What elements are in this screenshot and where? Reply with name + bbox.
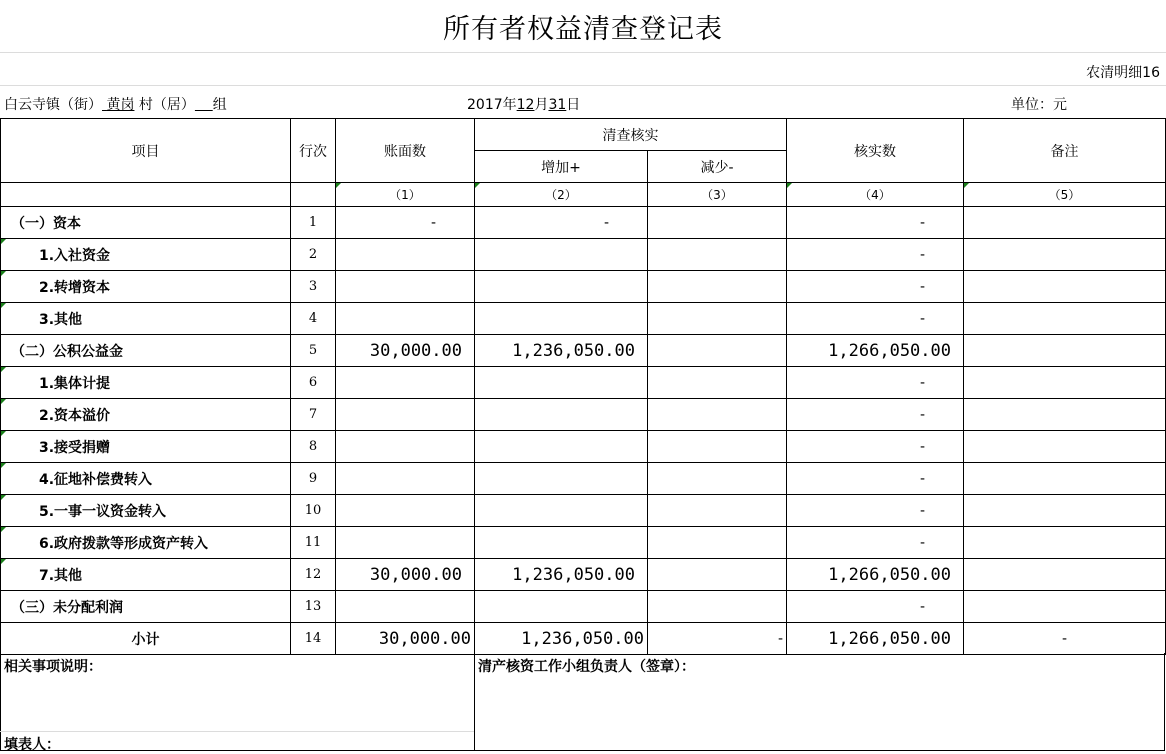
index-row [1, 183, 1166, 207]
book-value [336, 591, 475, 623]
row-number: 11 [291, 527, 336, 559]
book-value: 30,000.00 [336, 335, 475, 367]
book-value: 30,000.00 [336, 559, 475, 591]
note-value [964, 591, 1166, 623]
page-title: 所有者权益清查登记表 [443, 13, 723, 45]
item-label: 1.入社资金 [1, 239, 291, 271]
header-decrease: 减少- [648, 151, 787, 183]
table-row [1, 271, 1166, 303]
verified-value: - [787, 431, 964, 463]
subtotal-book: 30,000.00 [336, 623, 475, 655]
item-label: 3.接受捐赠 [1, 431, 291, 463]
row-number: 12 [291, 559, 336, 591]
table-row [1, 367, 1166, 399]
location-line [4, 94, 227, 114]
row-number: 7 [291, 399, 336, 431]
index-cell [291, 183, 336, 207]
table-row [1, 335, 1166, 367]
report-date: 2017年12月31日 [467, 97, 581, 113]
verified-value: - [787, 271, 964, 303]
village-label: 村（居） [138, 97, 195, 113]
book-value [336, 495, 475, 527]
note-value [964, 335, 1166, 367]
note-marker [787, 183, 792, 188]
town-label: 白云寺镇（街） [4, 97, 102, 113]
item-label: （三）未分配利润 [1, 591, 291, 623]
note-marker [475, 183, 480, 188]
book-value: - [336, 207, 475, 239]
note-value [964, 303, 1166, 335]
index-cell: （2） [475, 183, 648, 207]
index-cell: （1） [336, 183, 475, 207]
note-value [964, 527, 1166, 559]
subtotal-verified: 1,266,050.00 [787, 623, 964, 655]
note-value [964, 239, 1166, 271]
note-marker [1, 559, 6, 564]
verified-value: - [787, 527, 964, 559]
row-number: 8 [291, 431, 336, 463]
note-value [964, 399, 1166, 431]
verified-value: - [787, 591, 964, 623]
table-row [1, 591, 1166, 623]
note-marker [1, 239, 6, 244]
subtotal-increase: 1,236,050.00 [475, 623, 648, 655]
leader-signature-label: 清产核资工作小组负责人（签章）： [478, 659, 695, 675]
book-value [336, 399, 475, 431]
row-number: 1 [291, 207, 336, 239]
row-number: 10 [291, 495, 336, 527]
table-row [1, 527, 1166, 559]
decrease-value [648, 527, 787, 559]
decrease-value [648, 463, 787, 495]
increase-value [475, 431, 648, 463]
item-label: （二）公积公益金 [1, 335, 291, 367]
increase-value: 1,236,050.00 [475, 559, 648, 591]
increase-value [475, 399, 648, 431]
decrease-value [648, 431, 787, 463]
note-value [964, 559, 1166, 591]
decrease-value [648, 239, 787, 271]
note-value [964, 367, 1166, 399]
table-row [1, 399, 1166, 431]
table-row [1, 463, 1166, 495]
item-label: 4.征地补偿费转入 [1, 463, 291, 495]
note-marker [1, 527, 6, 532]
note-marker [1, 463, 6, 468]
index-cell: （3） [648, 183, 787, 207]
verified-value: - [787, 239, 964, 271]
explain-label: 相关事项说明： [4, 659, 102, 675]
row-number: 5 [291, 335, 336, 367]
verified-value: - [787, 303, 964, 335]
decrease-value [648, 559, 787, 591]
header-increase: 增加+ [475, 151, 648, 183]
increase-value [475, 303, 648, 335]
subtotal-label: 小计 [1, 623, 291, 655]
increase-value: - [475, 207, 648, 239]
decrease-value [648, 495, 787, 527]
subtotal-decrease: - [648, 623, 787, 655]
increase-value [475, 463, 648, 495]
filler-label: 填表人： [4, 737, 60, 753]
item-label: 1.集体计提 [1, 367, 291, 399]
increase-value [475, 591, 648, 623]
book-value [336, 431, 475, 463]
decrease-value [648, 303, 787, 335]
item-label: 2.转增资本 [1, 271, 291, 303]
row-number: 2 [291, 239, 336, 271]
index-cell: （5） [964, 183, 1166, 207]
verified-value: - [787, 367, 964, 399]
row-number: 6 [291, 367, 336, 399]
item-label: 7.其他 [1, 559, 291, 591]
book-value [336, 367, 475, 399]
increase-value [475, 527, 648, 559]
unit-label: 单位：元 [1011, 97, 1067, 113]
row-number: 3 [291, 271, 336, 303]
group-name [195, 97, 213, 113]
header-item: 项目 [1, 119, 291, 183]
note-marker [1, 303, 6, 308]
grid-line [0, 85, 1166, 86]
note-value [964, 463, 1166, 495]
verified-value: 1,266,050.00 [787, 335, 964, 367]
table-row [1, 431, 1166, 463]
village-name: 黄岗 [106, 97, 135, 113]
decrease-value [648, 591, 787, 623]
header-verified: 核实数 [787, 119, 964, 183]
note-marker [336, 183, 341, 188]
equity-table [0, 118, 1166, 655]
decrease-value [648, 207, 787, 239]
item-label: 6.政府拨款等形成资产转入 [1, 527, 291, 559]
header-note: 备注 [964, 119, 1166, 183]
item-label: 2.资本溢价 [1, 399, 291, 431]
table-row [1, 495, 1166, 527]
table-row [1, 559, 1166, 591]
increase-value [475, 367, 648, 399]
verified-value: - [787, 463, 964, 495]
table-row [1, 303, 1166, 335]
verified-value: 1,266,050.00 [787, 559, 964, 591]
verified-value: - [787, 495, 964, 527]
group-label: 组 [212, 97, 227, 113]
note-value [964, 431, 1166, 463]
subtotal-no: 14 [291, 623, 336, 655]
header-book: 账面数 [336, 119, 475, 183]
note-marker [1, 495, 6, 500]
book-value [336, 303, 475, 335]
note-marker [1, 431, 6, 436]
note-value [964, 271, 1166, 303]
grid-line [0, 731, 474, 732]
book-value [336, 271, 475, 303]
row-number: 9 [291, 463, 336, 495]
row-number: 4 [291, 303, 336, 335]
form-code: 农清明细16 [1086, 65, 1160, 81]
book-value [336, 527, 475, 559]
book-value [336, 463, 475, 495]
note-value [964, 207, 1166, 239]
subtotal-row [1, 623, 1166, 655]
row-number: 13 [291, 591, 336, 623]
decrease-value [648, 271, 787, 303]
book-value [336, 239, 475, 271]
note-marker [1, 399, 6, 404]
increase-value [475, 239, 648, 271]
decrease-value [648, 335, 787, 367]
note-value [964, 495, 1166, 527]
subtotal-note: - [964, 623, 1166, 655]
index-cell [1, 183, 291, 207]
grid-line [0, 52, 1166, 53]
increase-value [475, 271, 648, 303]
verified-value: - [787, 399, 964, 431]
increase-value [475, 495, 648, 527]
note-marker [1, 367, 6, 372]
header-check: 清查核实 [475, 119, 787, 151]
verified-value: - [787, 207, 964, 239]
note-marker [1, 271, 6, 276]
increase-value: 1,236,050.00 [475, 335, 648, 367]
item-label: （一）资本 [1, 207, 291, 239]
header-row-no: 行次 [291, 119, 336, 183]
item-label: 5.一事一议资金转入 [1, 495, 291, 527]
decrease-value [648, 399, 787, 431]
note-marker [964, 183, 969, 188]
table-row [1, 207, 1166, 239]
decrease-value [648, 367, 787, 399]
item-label: 3.其他 [1, 303, 291, 335]
table-row [1, 239, 1166, 271]
index-cell: （4） [787, 183, 964, 207]
